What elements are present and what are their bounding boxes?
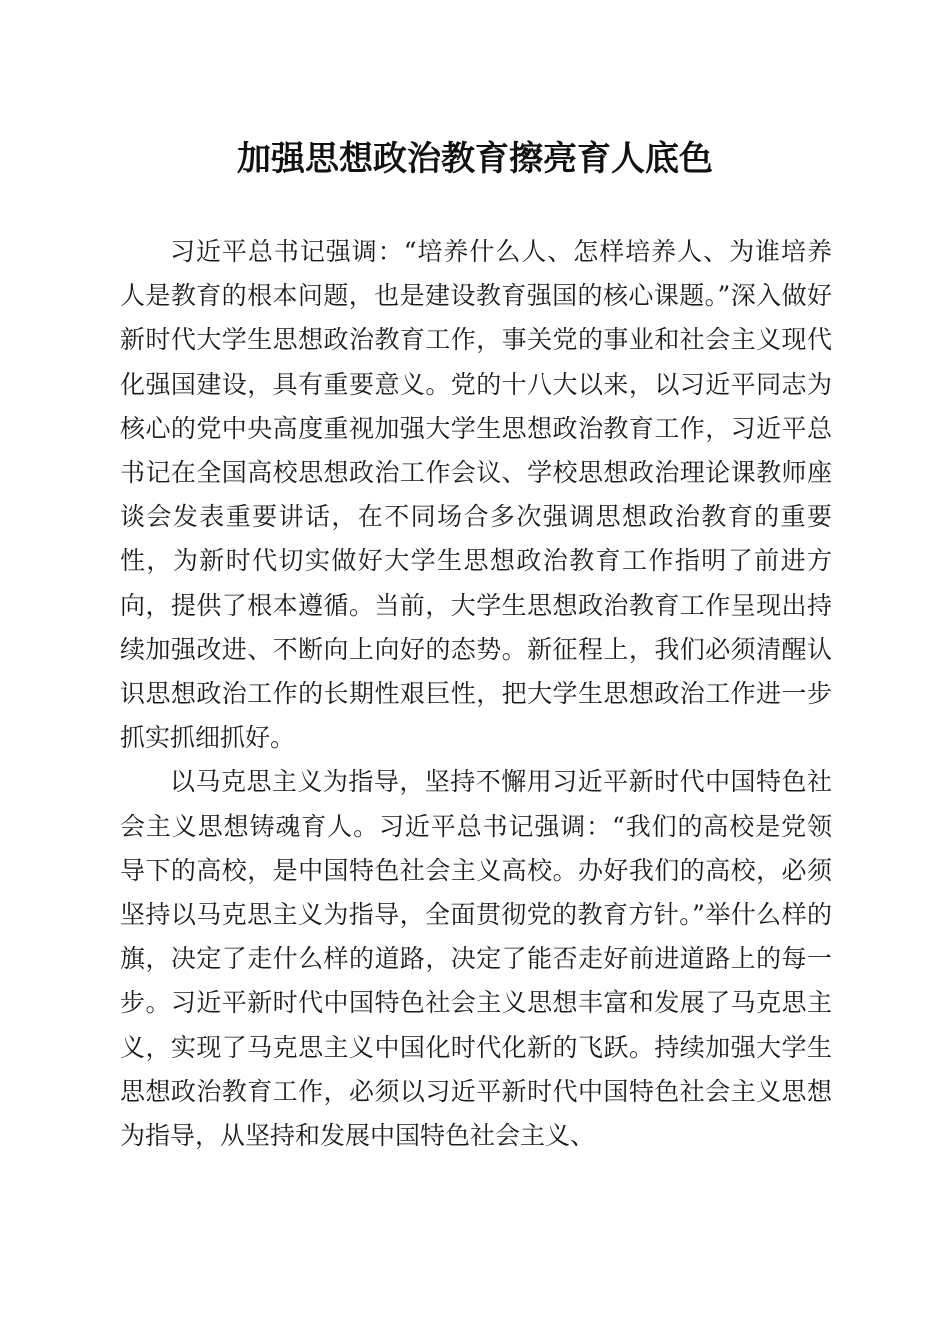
paragraph-1: 习近平总书记强调：“培养什么人、怎样培养人、为谁培养人是教育的根本问题，也是建设教育强国的核心课题。”深入做好新时代大学生思想政治教育工作，事关党的事业和社会主义现代化强国建设，具有重要意义。党的十八大以来，以习近平同志为核心的党中央高度重视加强大学生思想政治教育工作，习近平总书记在全国高校思想政治工作会议、学校思想政治理论课教师座谈会发表重要讲话，在不同场合多次强调思想政治教育的重要性，为新时代切实做好大学生思想政治教育工作指明了前进方向，提供了根本遵循。当前，大学生思想政治教育工作呈现出持续加强改进、不断向上向好的态势。新征程上，我们必须清醒认识思想政治工作的长期性艰巨性，把大学生思想政治工作进一步抓实抓细抓好。 xyxy=(120,237,832,753)
document-body xyxy=(120,230,832,1158)
document-title: 加强思想政治教育擦亮育人底色 xyxy=(237,139,713,179)
paragraph-2: 以马克思主义为指导，坚持不懈用习近平新时代中国特色社会主义思想铸魂育人。习近平总书记强调：“我们的高校是党领导下的高校，是中国特色社会主义高校。办好我们的高校，必须坚持以马克思主义为指导，全面贯彻党的教育方针。”举什么样的旗，决定了走什么样的道路，决定了能否走好前进道路上的每一步。习近平新时代中国特色社会主义思想丰富和发展了马克思主义，实现了马克思主义中国化时代化新的飞跃。持续加强大学生思想政治教育工作，必须以习近平新时代中国特色社会主义思想为指导，从坚持和发展中国特色社会主义、 xyxy=(120,767,832,1151)
